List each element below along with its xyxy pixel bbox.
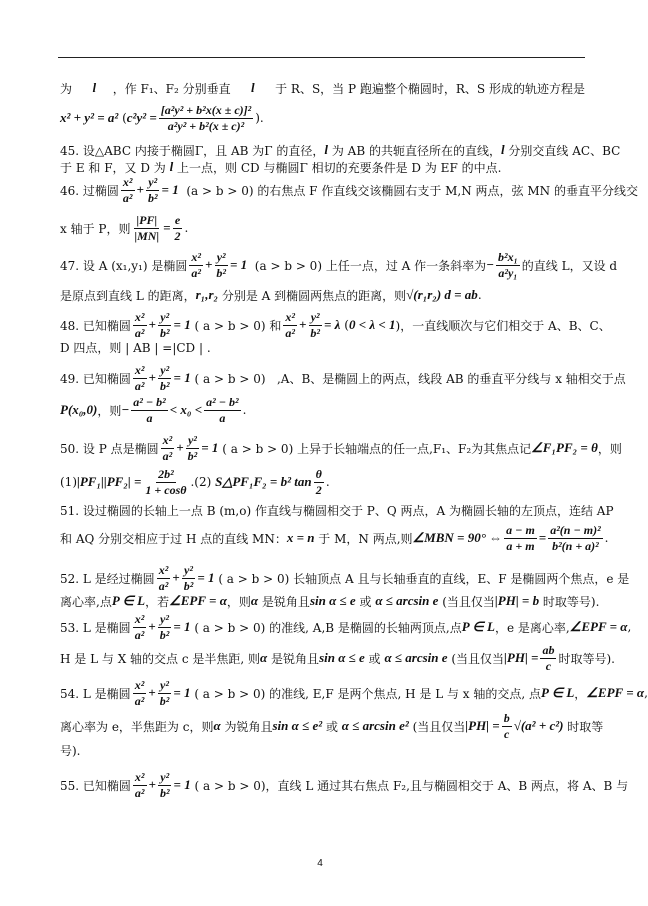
numerator: y² — [160, 309, 170, 324]
math-expression: = 1 — [173, 619, 191, 634]
math-expression: + — [148, 317, 156, 332]
math-expression: P(x₀,0) — [60, 402, 98, 417]
numerator: x² — [134, 362, 145, 377]
math-expression: − — [121, 402, 130, 417]
text: 为 — [60, 81, 76, 96]
math-expression: = 1 — [197, 570, 215, 585]
fraction — [146, 175, 160, 206]
fraction — [496, 250, 520, 281]
numerator: e — [174, 212, 181, 227]
text-line — [60, 174, 638, 205]
text: ( a > b > 0) ,A、B、是椭圆上的两点，线段 AB 的垂直平分线与 x 轴相交于点 — [190, 371, 626, 386]
numerator: y² — [148, 174, 158, 189]
numerator: y² — [187, 432, 197, 447]
text-line — [60, 710, 604, 741]
text: 时取等 — [563, 719, 604, 734]
fraction — [504, 523, 537, 554]
text-line — [60, 466, 585, 497]
fraction — [158, 678, 172, 709]
math-expression: r₁,r₂ — [195, 287, 219, 302]
denominator: a² — [134, 325, 145, 340]
text: 49. 已知椭圆 — [60, 371, 131, 386]
denominator: b² — [159, 627, 170, 642]
text-line — [60, 589, 600, 613]
denominator: a² — [134, 378, 145, 393]
text-line — [60, 562, 630, 593]
text: 于 M，N 两点,则 — [314, 531, 413, 546]
denominator: b² — [216, 265, 226, 280]
text-line — [60, 249, 618, 280]
text: 分别是 A 到椭圆两焦点的距离，则 — [218, 288, 407, 303]
text: 离心率,点 — [60, 594, 112, 609]
fraction — [133, 612, 147, 643]
text: (当且仅当 — [408, 719, 466, 734]
math-expression: l — [251, 80, 255, 95]
numerator: x² — [134, 677, 145, 692]
numerator: y² — [184, 562, 193, 577]
text: 离心率为 e，半焦距为 c，则 — [60, 719, 214, 734]
text: (当且仅当 — [438, 594, 495, 609]
denominator: 2 — [315, 482, 322, 497]
fraction — [161, 433, 175, 464]
fraction — [204, 395, 240, 426]
math-expression: sin α ≤ e — [319, 650, 365, 665]
numerator: x² — [134, 611, 145, 626]
text: . — [477, 288, 482, 302]
fraction — [121, 175, 135, 206]
numerator: y² — [160, 769, 170, 784]
math-expression: = — [538, 530, 547, 545]
math-expression: sin α ≤ e — [309, 593, 356, 608]
fraction — [131, 395, 167, 426]
text: ，则 — [226, 594, 251, 609]
text: 和 AQ 分别交相应于过 H 点的直线 MN： — [60, 531, 287, 546]
text: 时取等号). — [558, 651, 615, 666]
text: 的直线 L，又设 d — [521, 258, 618, 273]
math-expression: − — [486, 257, 495, 272]
text: ( a > b > 0) 上异于长轴端点的任一点,F₁、F₂为其焦点记 — [218, 441, 532, 456]
math-expression: P ∈ L — [541, 685, 575, 700]
fraction — [548, 523, 602, 554]
math-expression: = 1 — [161, 182, 179, 197]
text-line — [60, 362, 626, 393]
text: 分别交直线 AC、BC — [504, 143, 621, 158]
math-expression: ∠EPF = α — [586, 685, 645, 700]
text: H 是 L 与 X 轴的交点 c 是半焦距, 则 — [60, 651, 261, 666]
numerator: a²(n − m)² — [550, 522, 601, 537]
text: (a > b > 0) 的右焦点 F 作直线交该椭圆右支于 M,N 两点，弦 MN 的垂直平分线交 — [178, 183, 638, 198]
denominator: a + m — [506, 538, 535, 553]
fraction — [189, 250, 203, 281]
denominator: 2 — [174, 228, 181, 243]
math-expression: = 1 — [173, 317, 191, 332]
fraction — [186, 433, 200, 464]
text: 是锐角且 — [258, 594, 310, 609]
text: 53. L 是椭圆 — [60, 620, 131, 635]
text: 于 R、S，当 P 跑遍整个椭圆时，R、S 形成的轨迹方程是 — [271, 81, 585, 96]
text: . — [604, 531, 609, 545]
text: ， — [574, 686, 587, 701]
text-line — [60, 738, 585, 762]
text: 号). — [60, 743, 81, 758]
text: 50. 设 P 点是椭圆 — [60, 441, 159, 456]
numerator: b — [503, 710, 510, 725]
math-expression: P ∈ L — [111, 593, 146, 608]
math-expression: + — [148, 777, 156, 792]
numerator: a² − b² — [206, 394, 239, 409]
denominator: a²y₁ — [498, 265, 518, 280]
math-expression: 0 < λ < 1 — [348, 317, 396, 332]
denominator: a — [146, 410, 153, 425]
denominator: c — [545, 658, 552, 673]
text-line — [60, 522, 609, 553]
numerator: y² — [160, 677, 169, 692]
fraction — [143, 467, 188, 498]
text-line — [60, 432, 622, 463]
text: D 四点，则 | AB | =|CD | . — [60, 340, 211, 355]
numerator: |PF| — [136, 212, 158, 227]
text: (a > b > 0) 上任一点，过 A 作一条斜率为 — [247, 258, 487, 273]
text: 48. 已知椭圆 — [60, 318, 131, 333]
text-line — [60, 677, 648, 708]
numerator: y² — [160, 362, 170, 377]
text: ). — [255, 111, 264, 125]
denominator: b² — [147, 190, 158, 205]
numerator: x² — [191, 249, 201, 264]
math-expression: + — [148, 619, 156, 634]
math-expression: ∠F₁PF₂ = θ — [531, 440, 598, 455]
fraction — [173, 213, 183, 244]
fraction — [133, 770, 147, 801]
text: , — [644, 686, 648, 700]
fraction — [133, 363, 147, 394]
math-expression: |PH| = — [465, 718, 500, 733]
numerator: y² — [216, 249, 226, 264]
denominator: a² — [134, 785, 145, 800]
math-expression: = 1 — [173, 685, 191, 700]
denominator: a — [219, 410, 226, 425]
text: .(2) — [190, 475, 216, 489]
text: 或 — [364, 651, 385, 666]
denominator: b² — [159, 693, 170, 708]
math-expression: < x₀ < — [169, 402, 203, 417]
text: . — [242, 403, 247, 417]
text: 54. L 是椭圆 — [60, 686, 131, 701]
numerator: [a²y² + b²x(x ± c)]² — [160, 102, 252, 117]
math-expression: = 1 — [230, 257, 248, 272]
page-number: 4 — [317, 858, 323, 869]
math-expression: x = n — [286, 530, 315, 545]
text: ，作 F₁、F₂ 分别垂直 — [112, 81, 235, 96]
text: ( a > b > 0) 的准线, E,F 是两个焦点, H 是 L 与 x 轴的交点, 点 — [190, 686, 542, 701]
text-line — [60, 769, 629, 800]
text-line — [60, 394, 585, 425]
denominator: 1 + cosθ — [145, 482, 187, 497]
text-line — [60, 102, 585, 133]
text: ( — [340, 318, 349, 332]
text: 上一点，则 CD 与椭圆Γ 相切的充要条件是 D 为 EF 的中点. — [173, 160, 502, 175]
text: . — [184, 221, 189, 235]
text: . — [325, 475, 330, 489]
text: ( a > b > 0) 的准线, A,B 是椭圆的长轴两顶点,点 — [190, 620, 462, 635]
text: ，则 — [597, 441, 622, 456]
fraction — [158, 770, 172, 801]
math-expression: P ∈ L — [461, 619, 495, 634]
text-line — [60, 498, 614, 522]
text: ，则 — [97, 403, 122, 418]
denominator: a² — [134, 693, 145, 708]
text: (当且仅当 — [447, 651, 505, 666]
math-expression: x² + y² = a² — [60, 110, 119, 125]
header-rule — [58, 57, 585, 58]
numerator: x² — [158, 562, 169, 577]
math-expression: + — [204, 257, 213, 272]
fraction — [132, 213, 161, 244]
text: ( a > b > 0) 长轴顶点 A 且与长轴垂直的直线，E、F 是椭圆两个焦点，e 是 — [214, 571, 630, 586]
denominator: a² — [122, 190, 133, 205]
math-expression: α ≤ arcsin e — [384, 650, 448, 665]
math-expression: √(a² + c²) — [513, 718, 564, 733]
math-expression: α ≤ arcsin e — [375, 593, 439, 608]
text: 47. 设 A (x₁,y₁) 是椭圆 — [60, 258, 188, 273]
text-line — [60, 76, 585, 100]
denominator: b² — [159, 325, 170, 340]
numerator: a − m — [506, 522, 535, 537]
text: 是锐角且 — [267, 651, 320, 666]
denominator: b² — [183, 578, 194, 593]
math-expression: l — [169, 159, 174, 174]
text: ( a > b > 0)，直线 L 通过其右焦点 F₂,且与椭圆相交于 A、B 两点，将 A、B 与 — [190, 778, 629, 793]
text-line — [60, 283, 585, 307]
text: 为 AB 的共轭直径所在的直线， — [328, 143, 501, 158]
denominator: b² — [187, 448, 198, 463]
text: 或 — [322, 719, 342, 734]
denominator: b² — [159, 378, 170, 393]
text: ，e 是离心率, — [494, 620, 570, 635]
math-expression: = 1 — [201, 440, 219, 455]
denominator: |MN| — [134, 228, 160, 243]
math-expression: c²y² = — [126, 110, 157, 125]
text: 或 — [355, 594, 376, 609]
text: ( a > b > 0) 和 — [190, 318, 282, 333]
numerator: y² — [160, 611, 169, 626]
text-line — [60, 642, 615, 673]
math-expression: α — [250, 593, 259, 608]
math-expression: = 1 — [173, 777, 191, 792]
text: , — [627, 620, 632, 634]
text: )，一直线顺次与它们相交于 A、B、C、 — [395, 318, 611, 333]
fraction — [502, 711, 512, 742]
text: 时取等号). — [539, 594, 600, 609]
text: 为锐角且 — [220, 719, 273, 734]
text: 55. 已知椭圆 — [60, 778, 131, 793]
numerator: 2b² — [158, 466, 174, 481]
fraction — [540, 643, 556, 674]
numerator: θ — [315, 466, 322, 481]
fraction — [133, 678, 147, 709]
numerator: x² — [122, 174, 133, 189]
denominator: a² — [191, 265, 201, 280]
fraction — [214, 250, 228, 281]
math-expression: ∠MBN = 90° ⇔ — [412, 530, 503, 545]
numerator: a² − b² — [133, 394, 166, 409]
math-expression: ∠EPF = α — [169, 593, 227, 608]
text: (1) — [60, 475, 77, 489]
text-line — [60, 335, 585, 359]
math-expression: α — [260, 650, 268, 665]
fraction — [158, 612, 172, 643]
text: 46. 过椭圆 — [60, 183, 119, 198]
math-expression: l — [324, 142, 329, 157]
text: 52. L 是经过椭圆 — [60, 571, 155, 586]
math-expression: = 1 — [173, 370, 191, 385]
math-expression: S△PF₁F₂ = b² tan — [215, 474, 312, 489]
numerator: x² — [162, 432, 173, 447]
math-expression: sin α ≤ e² — [272, 718, 323, 733]
text: x 轴于 P，则 — [60, 221, 131, 236]
math-expression: |PH| = b — [494, 593, 540, 608]
math-expression: + — [148, 685, 156, 700]
denominator: a² — [162, 448, 173, 463]
math-expression: l — [500, 142, 505, 157]
math-expression: = λ — [324, 317, 341, 332]
text: ，若 — [145, 594, 170, 609]
denominator: b² — [310, 325, 321, 340]
denominator: a² — [158, 578, 169, 593]
math-expression: ∠EPF = α — [569, 619, 628, 634]
denominator: b² — [159, 785, 170, 800]
numerator: y² — [310, 309, 320, 324]
text-line — [60, 309, 611, 340]
numerator: x² — [134, 309, 145, 324]
denominator: c — [504, 726, 510, 741]
numerator: ab — [542, 642, 555, 657]
math-expression: = — [163, 220, 171, 235]
math-expression: α ≤ arcsin e² — [341, 718, 409, 733]
text: 是原点到直线 L 的距离， — [60, 288, 196, 303]
fraction — [314, 467, 324, 498]
fraction — [158, 363, 172, 394]
denominator: a² — [134, 627, 145, 642]
numerator: b²x₁ — [498, 249, 518, 264]
text-line — [60, 611, 632, 642]
text: 45. 设△ABC 内接于椭圆Γ，且 AB 为Γ 的直径， — [60, 143, 325, 158]
math-expression: l — [92, 80, 97, 95]
denominator: a²y² + b²(x ± c)² — [167, 118, 245, 133]
math-expression: + — [136, 182, 144, 197]
numerator: x² — [134, 769, 145, 784]
fraction — [159, 103, 253, 134]
text: ( — [118, 111, 127, 125]
text-line — [60, 212, 585, 243]
math-expression: |PF₁||PF₂| = — [77, 474, 142, 489]
math-expression: + — [298, 317, 307, 332]
text-line — [60, 155, 585, 179]
text: 于 E 和 F，又 D 为 — [60, 160, 170, 175]
math-expression: √(r₁r₂) d = ab — [406, 287, 478, 302]
math-expression: + — [148, 370, 156, 385]
denominator: a² — [285, 325, 295, 340]
math-expression: |PH| = — [504, 650, 539, 665]
math-expression: + — [172, 570, 180, 585]
numerator: x² — [285, 309, 295, 324]
math-expression: α — [213, 718, 221, 733]
denominator: b²(n + a)² — [552, 538, 599, 553]
math-expression: + — [176, 440, 184, 455]
text: 51. 设过椭圆的长轴上一点 B (m,o) 作直线与椭圆相交于 P、Q 两点，A 为椭圆长轴的左顶点，连结 AP — [60, 503, 614, 518]
